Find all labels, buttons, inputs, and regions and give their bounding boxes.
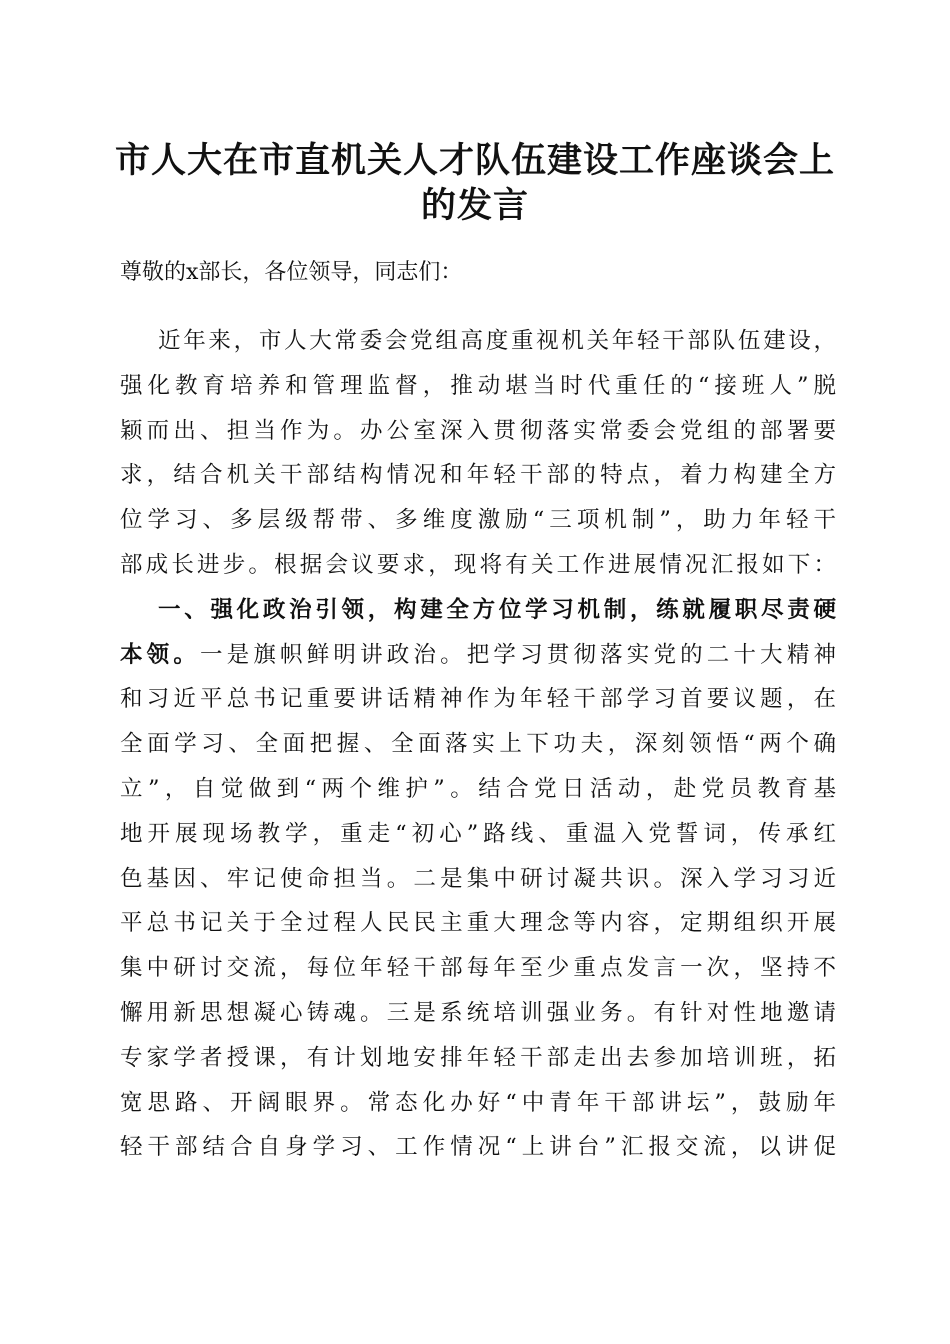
paragraph-line [120, 774, 836, 819]
text: 全面学习、全面把握、全面落实上下功夫，深刻领悟“两个确 [120, 731, 836, 758]
paragraph-line [120, 416, 836, 461]
bold-text: 本领。 [120, 641, 201, 668]
document-title-line-2: 的发言 [420, 185, 529, 226]
text: 部成长进步。根据会议要求，现将有关工作进展情况汇报如下： [120, 551, 836, 578]
paragraph-line [158, 326, 836, 371]
salutation: 尊敬的x部长，各位领导，同志们： [120, 260, 463, 285]
paragraph-line [120, 729, 836, 774]
paragraph-line [120, 684, 836, 729]
document-body [120, 326, 836, 1177]
paragraph-line [120, 1132, 836, 1177]
paragraph-line [120, 640, 836, 685]
text: 地开展现场教学，重走“初心”路线、重温入党誓词，传承红 [120, 820, 836, 847]
paragraph-line [120, 371, 836, 416]
paragraph-line [120, 908, 836, 953]
paragraph-line [158, 595, 836, 640]
text: 平总书记关于全过程人民民主重大理念等内容，定期组织开展 [120, 910, 836, 937]
text: 和习近平总书记重要讲话精神作为年轻干部学习首要议题，在 [120, 686, 836, 713]
text: 色基因、牢记使命担当。二是集中研讨凝共识。深入学习习近 [120, 865, 836, 892]
paragraph-line [120, 505, 836, 550]
text: 集中研讨交流，每位年轻干部每年至少重点发言一次，坚持不 [120, 955, 836, 982]
text: 求，结合机关干部结构情况和年轻干部的特点，着力构建全方 [120, 462, 836, 489]
text: 近年来，市人大常委会党组高度重视机关年轻干部队伍建设， [158, 328, 836, 354]
bold-text: 一、强化政治引领，构建全方位学习机制，练就履职尽责硬 [158, 596, 836, 623]
text: 立”，自觉做到“两个维护”。结合党日活动，赴党员教育基 [120, 775, 836, 802]
paragraph-line [120, 460, 836, 505]
text: 强化教育培养和管理监督，推动堪当时代重任的“接班人”脱 [120, 372, 836, 399]
text: 轻干部结合自身学习、工作情况“上讲台”汇报交流，以讲促 [120, 1134, 836, 1161]
paragraph-line [120, 1088, 836, 1133]
paragraph-line [120, 550, 836, 595]
text: 位学习、多层级帮带、多维度激励“三项机制”，助力年轻干 [120, 507, 836, 534]
text: 颖而出、担当作为。办公室深入贯彻落实常委会党组的部署要 [120, 417, 836, 444]
text: 一是旗帜鲜明讲政治。把学习贯彻落实党的二十大精神 [200, 641, 836, 668]
paragraph-line [120, 998, 836, 1043]
paragraph-line [120, 819, 836, 864]
paragraph-line [120, 1043, 836, 1088]
text: 专家学者授课，有计划地安排年轻干部走出去参加培训班，拓 [120, 1044, 836, 1071]
text: 懈用新思想凝心铸魂。三是系统培训强业务。有针对性地邀请 [120, 999, 836, 1026]
text: 宽思路、开阔眼界。常态化办好“中青年干部讲坛”，鼓励年 [120, 1089, 836, 1116]
paragraph-line [120, 864, 836, 909]
document-title-line-1: 市人大在市直机关人才队伍建设工作座谈会上 [114, 140, 835, 181]
paragraph-line [120, 953, 836, 998]
